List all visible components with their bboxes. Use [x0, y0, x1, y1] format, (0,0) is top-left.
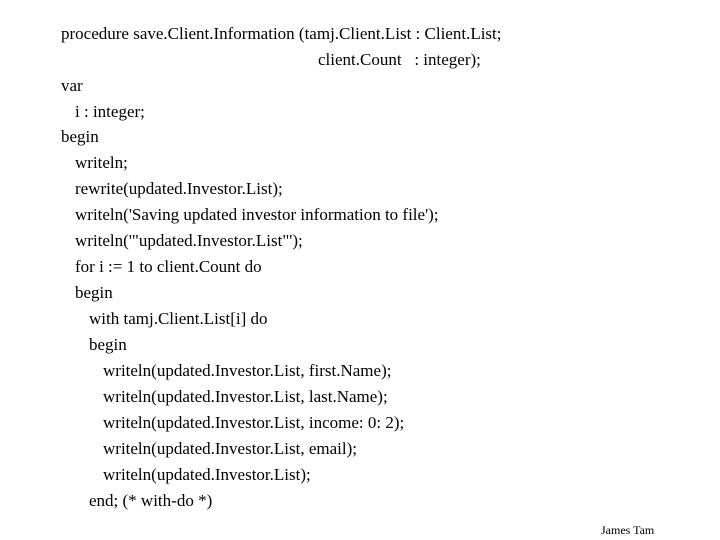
- code-line-procedure-params: client.Count : integer);: [318, 50, 481, 69]
- code-line-end-with-do: end; (* with-do *): [89, 491, 213, 510]
- code-line-writeln-last-name: writeln(updated.Investor.List, last.Name);: [103, 387, 388, 406]
- code-line-writeln-blank: writeln(updated.Investor.List);: [103, 465, 311, 484]
- footer-author: James Tam: [601, 523, 655, 537]
- code-line-procedure-header: procedure save.Client.Information (tamj.Client.List : Client.List;: [61, 24, 502, 43]
- code-line-with: with tamj.Client.List[i] do: [89, 309, 268, 328]
- code-line-writeln: writeln;: [75, 153, 128, 172]
- code-line-rewrite: rewrite(updated.Investor.List);: [75, 179, 283, 198]
- code-line-writeln-saving: writeln('Saving updated investor information to file');: [75, 205, 439, 224]
- code-line-writeln-income: writeln(updated.Investor.List, income: 0: 2);: [103, 413, 405, 432]
- code-line-writeln-filename: writeln('"updated.Investor.List"');: [75, 231, 303, 250]
- code-line-var: var: [61, 76, 83, 95]
- code-line-loop-begin: begin: [75, 283, 113, 302]
- code-line-writeln-first-name: writeln(updated.Investor.List, first.Name);: [103, 361, 392, 380]
- code-line-var-decl: i : integer;: [75, 102, 145, 121]
- code-line-writeln-email: writeln(updated.Investor.List, email);: [103, 439, 357, 458]
- code-line-for-loop: for i := 1 to client.Count do: [75, 257, 262, 276]
- code-line-begin: begin: [61, 127, 99, 146]
- code-line-with-begin: begin: [89, 335, 127, 354]
